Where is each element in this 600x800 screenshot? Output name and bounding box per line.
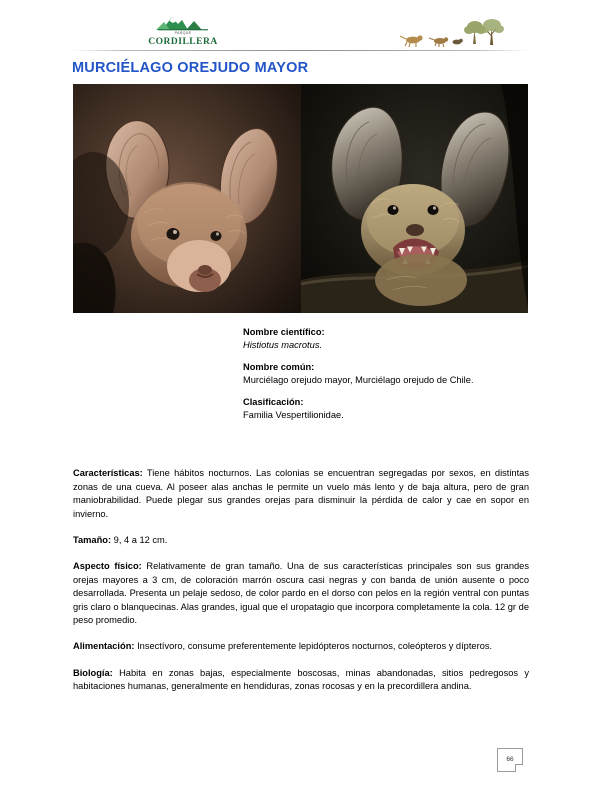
- header-divider: [70, 50, 530, 51]
- parque-cordillera-logo: [148, 14, 218, 48]
- section-text: Relativamente de gran tamaño. Una de sus características principales son sus grandes orejas mayores a 3 cm, de coloración marrón oscura casi negras y con banda de unión ausente o poco desarrollada. Presenta un pelaje sedoso, de color pardo en el dorso con pelos en la región ventral con puntas gris claro o blanquecinas. Alas grandes, igual que el uropatagio que incorpora completamente la cola. 12 gr de peso promedio.: [73, 561, 529, 625]
- common-name-field: [243, 361, 533, 386]
- section-text: Tiene hábitos nocturnos. Las colonias se encuentran segregadas por sexos, en distintas zonas de una cueva. Al poseer alas anchas le permite un vuelo más lento y de baja altura, pero de gran maniobrabilidad. Puede plegar sus grandes orejas para disminuir la pérdida de calor y cae en sopor en invierno.: [73, 468, 529, 519]
- page-number: 66: [497, 748, 523, 772]
- common-name-label: Nombre común:: [243, 362, 315, 373]
- section-biologia: [73, 667, 529, 694]
- section-caracteristicas: [73, 467, 529, 521]
- logo-title: CORDILLERA: [148, 37, 218, 47]
- section-text: Habita en zonas bajas, especialmente boscosas, minas abandonadas, sitios pedregosos y habitaciones humanas, generalmente en hendiduras, zonas rocosas y en la precordillera andina.: [73, 667, 529, 692]
- photo-strip: [73, 84, 528, 313]
- common-name-value: Murciélago orejudo mayor, Murciélago orejudo de Chile.: [243, 374, 474, 385]
- animals-tree-illustration-icon: [395, 14, 505, 50]
- bat-photo-right: [301, 84, 529, 313]
- scientific-name-value: Histiotus macrotus.: [243, 339, 323, 350]
- species-info-block: [243, 326, 533, 422]
- section-text: 9, 4 a 12 cm.: [111, 534, 168, 545]
- section-label: Alimentación:: [73, 641, 135, 652]
- section-alimentacion: [73, 640, 529, 653]
- mountain-logo-icon: [148, 14, 218, 31]
- section-label: Aspecto físico:: [73, 561, 142, 572]
- classification-field: [243, 396, 533, 421]
- scientific-name-field: [243, 326, 533, 351]
- section-text: Insectívoro, consume preferentemente lepidópteros nocturnos, coleópteros y dípteros.: [134, 641, 493, 652]
- classification-value: Familia Vespertilionidae.: [243, 409, 344, 420]
- section-tamano: [73, 534, 529, 547]
- section-label: Tamaño:: [73, 534, 112, 545]
- logo-subtitle: PARQUE: [174, 31, 192, 35]
- classification-label: Clasificación:: [243, 397, 304, 408]
- section-label: Biología:: [73, 667, 113, 678]
- section-aspecto-fisico: [73, 560, 529, 627]
- page-header: [0, 0, 600, 58]
- page-title: MURCIÉLAGO OREJUDO MAYOR: [72, 60, 309, 76]
- description-body: [73, 458, 529, 694]
- scientific-name-label: Nombre científico:: [243, 327, 325, 337]
- bat-photo-left: [73, 84, 301, 313]
- section-label: Características:: [73, 468, 143, 479]
